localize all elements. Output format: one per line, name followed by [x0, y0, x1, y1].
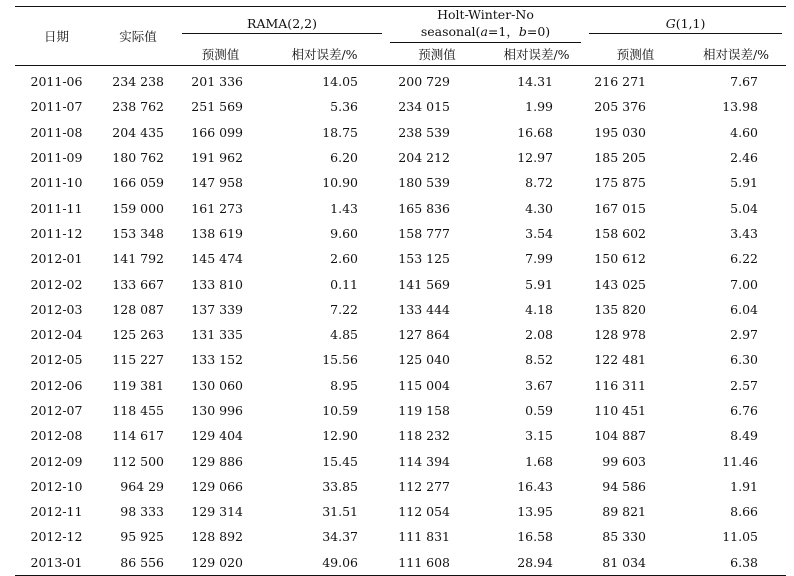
table-row [15, 448, 786, 473]
table-row [15, 423, 786, 448]
cell-holt-winter-pred: 111 608 [386, 550, 488, 576]
cell-grey-err: 6.38 [686, 550, 786, 576]
cell-actual: 153 348 [112, 225, 164, 241]
cell-date: 2011-08 [30, 124, 83, 140]
table-row [15, 195, 786, 220]
cell-actual: 234 238 [112, 74, 164, 90]
header-err-grey: 相对误差/% [686, 43, 786, 66]
cell-date: 2012-04 [30, 327, 83, 343]
cell-holt-winter-err: 5.91 [525, 276, 553, 292]
table-row [15, 246, 786, 271]
cell-date: 2012-08 [30, 428, 83, 444]
table-row [15, 271, 786, 296]
table-row [15, 373, 786, 398]
cell-holt-winter-err: 8.52 [525, 352, 553, 368]
cell-rama-pred: 145 474 [191, 251, 243, 267]
cell-actual: 128 087 [112, 301, 164, 317]
cell-rama-pred: 129 886 [191, 453, 243, 469]
cell-rama-err: 8.95 [330, 377, 358, 393]
cell-rama-err: 7.22 [330, 301, 358, 317]
cell-grey-pred: 216 271 [594, 74, 646, 90]
table-row [15, 550, 786, 576]
cell-grey-pred: 94 586 [602, 478, 646, 494]
cell-rama-pred: 251 569 [191, 99, 243, 115]
cell-grey-err: 6.04 [730, 301, 759, 317]
cell-rama-pred: 129 066 [191, 478, 243, 494]
cell-holt-winter-err: 16.68 [517, 124, 553, 140]
cell-holt-winter-err: 1.99 [525, 99, 553, 115]
header-group-grey [585, 7, 786, 44]
cell-grey-pred: 175 875 [594, 175, 646, 191]
cell-date: 2011-06 [30, 74, 83, 90]
cell-actual: 98 333 [120, 504, 164, 520]
cell-grey-pred: 143 025 [594, 276, 646, 292]
cell-date: 2012-02 [30, 276, 83, 292]
table-row [15, 94, 786, 119]
cell-rama-err: 5.36 [330, 99, 358, 115]
cell-rama-err: 33.85 [322, 478, 358, 494]
cell-grey-err: 7.67 [730, 74, 759, 90]
cell-holt-winter-pred: 141 569 [398, 276, 450, 292]
cell-grey-err: 5.04 [730, 200, 759, 216]
cell-holt-winter-pred: 112 054 [398, 504, 450, 520]
cell-grey-err: 3.43 [730, 225, 759, 241]
header-group-grey-label [589, 16, 782, 34]
cell-holt-winter-err: 2.08 [525, 327, 553, 343]
cell-holt-winter-err: 3.54 [525, 225, 553, 241]
cell-holt-winter-pred: 158 777 [398, 225, 450, 241]
cell-rama-err: 14.05 [322, 74, 358, 90]
cell-date: 2012-11 [30, 504, 83, 520]
cell-holt-winter-pred: 238 539 [398, 124, 450, 140]
cell-rama-pred: 129 404 [191, 428, 243, 444]
cell-holt-winter-pred: 111 831 [398, 529, 450, 545]
cell-grey-pred: 195 030 [594, 124, 646, 140]
cell-holt-winter-err: 3.67 [525, 377, 553, 393]
cell-rama-pred: 128 892 [191, 529, 243, 545]
table-row [15, 221, 786, 246]
cell-actual: 119 381 [112, 377, 164, 393]
cell-actual: 133 667 [112, 276, 164, 292]
cell-date: 2012-05 [30, 352, 83, 368]
grey-model-g: G [665, 16, 676, 31]
cell-rama-pred: 201 336 [191, 74, 243, 90]
cell-grey-pred: 128 978 [594, 327, 646, 343]
cell-actual: 95 925 [120, 529, 164, 545]
cell-actual: 166 059 [112, 175, 164, 191]
cell-grey-pred: 99 603 [602, 453, 646, 469]
forecast-comparison-table-wrapper [15, 6, 786, 576]
cell-grey-err: 2.57 [730, 377, 759, 393]
table-row [15, 524, 786, 549]
cell-date: 2011-07 [30, 99, 83, 115]
cell-grey-err: 2.46 [730, 150, 759, 166]
cell-rama-err: 9.60 [330, 225, 358, 241]
table-row [15, 474, 786, 499]
cell-holt-winter-pred: 125 040 [398, 352, 450, 368]
header-pred-grey: 预测值 [585, 43, 686, 66]
table-row [15, 322, 786, 347]
cell-rama-pred: 133 152 [191, 352, 243, 368]
cell-holt-winter-err: 13.95 [517, 504, 553, 520]
header-group-rama [178, 7, 386, 44]
cell-holt-winter-err: 28.94 [488, 550, 585, 576]
cell-rama-err: 49.06 [263, 550, 386, 576]
cell-rama-pred: 131 335 [191, 327, 243, 343]
cell-rama-pred: 130 060 [191, 377, 243, 393]
cell-rama-pred: 137 339 [191, 301, 243, 317]
cell-grey-err: 13.98 [722, 99, 759, 115]
cell-holt-winter-pred: 204 212 [398, 150, 450, 166]
cell-date: 2013-01 [15, 550, 98, 576]
cell-rama-pred: 129 314 [191, 504, 243, 520]
cell-grey-pred: 89 821 [602, 504, 646, 520]
cell-date: 2012-12 [30, 529, 83, 545]
cell-grey-pred: 81 034 [585, 550, 686, 576]
cell-grey-pred: 205 376 [594, 99, 646, 115]
table-row [15, 170, 786, 195]
cell-rama-pred: 147 958 [191, 175, 243, 191]
cell-actual: 112 500 [112, 453, 164, 469]
holt-winter-prefix: Holt-Winter-No seasonal( [420, 7, 534, 39]
holt-winter-param-a: a [480, 24, 488, 39]
cell-holt-winter-err: 14.31 [517, 74, 553, 90]
cell-holt-winter-pred: 119 158 [398, 403, 450, 418]
cell-holt-winter-pred: 180 539 [398, 175, 450, 191]
forecast-comparison-table [15, 6, 786, 576]
cell-date: 2012-07 [30, 403, 83, 418]
holt-winter-mid: =1， [487, 24, 519, 39]
cell-holt-winter-pred: 112 277 [398, 478, 450, 494]
cell-rama-err: 31.51 [322, 504, 358, 520]
cell-rama-err: 12.90 [322, 428, 358, 444]
cell-rama-err: 2.60 [330, 251, 358, 267]
cell-grey-pred: 122 481 [594, 352, 646, 368]
header-group-holt-winter-label [390, 7, 581, 43]
cell-rama-pred: 130 996 [191, 403, 243, 418]
holt-winter-suffix: =0) [526, 24, 551, 39]
cell-rama-pred: 191 962 [191, 150, 243, 166]
cell-holt-winter-pred: 234 015 [398, 99, 450, 115]
cell-grey-pred: 135 820 [594, 301, 646, 317]
header-group-holt-winter [386, 7, 585, 44]
cell-actual: 115 227 [112, 352, 164, 368]
cell-holt-winter-err: 12.97 [517, 150, 553, 166]
cell-actual: 204 435 [112, 124, 164, 140]
cell-date: 2011-11 [30, 200, 83, 216]
cell-date: 2012-03 [30, 301, 83, 317]
table-row [15, 297, 786, 322]
table-row [15, 398, 786, 423]
cell-holt-winter-err: 1.68 [525, 453, 553, 469]
cell-rama-err: 34.37 [322, 529, 358, 545]
cell-holt-winter-pred: 165 836 [398, 200, 450, 216]
table-body [15, 66, 786, 576]
cell-rama-pred: 133 810 [191, 276, 243, 292]
table-row [15, 120, 786, 145]
header-actual: 实际值 [98, 7, 178, 66]
cell-actual: 238 762 [112, 99, 164, 115]
cell-actual: 141 792 [112, 251, 164, 267]
table-row [15, 66, 786, 95]
cell-rama-err: 10.90 [322, 175, 358, 191]
table-header [15, 7, 786, 66]
cell-grey-err: 11.46 [722, 453, 759, 469]
cell-rama-pred: 166 099 [191, 124, 243, 140]
cell-grey-err: 2.97 [730, 327, 759, 343]
cell-grey-err: 6.76 [730, 403, 759, 418]
cell-grey-err: 11.05 [722, 529, 759, 545]
cell-date: 2011-12 [30, 225, 83, 241]
cell-rama-pred: 129 020 [178, 550, 263, 576]
cell-grey-pred: 110 451 [594, 403, 646, 418]
cell-grey-err: 5.91 [730, 175, 759, 191]
cell-grey-pred: 167 015 [594, 200, 646, 216]
cell-grey-pred: 116 311 [594, 377, 646, 393]
cell-date: 2012-01 [30, 251, 83, 267]
cell-grey-pred: 150 612 [594, 251, 646, 267]
cell-rama-err: 10.59 [322, 403, 358, 418]
cell-grey-pred: 85 330 [602, 529, 646, 545]
cell-date: 2012-06 [30, 377, 83, 393]
cell-holt-winter-pred: 153 125 [398, 251, 450, 267]
header-group-rama-label: RAMA(2,2) [182, 16, 382, 34]
holt-winter-param-b: b [518, 24, 527, 39]
cell-holt-winter-err: 3.15 [525, 428, 553, 444]
cell-actual: 86 556 [98, 550, 178, 576]
cell-grey-err: 7.00 [730, 276, 759, 292]
cell-holt-winter-err: 8.72 [525, 175, 553, 191]
grey-model-suffix: (1,1) [675, 16, 706, 31]
cell-rama-err: 15.45 [322, 453, 358, 469]
cell-holt-winter-pred: 200 729 [398, 74, 450, 90]
cell-date: 2012-10 [30, 478, 83, 494]
header-err-holt-winter: 相对误差/% [488, 43, 585, 66]
cell-holt-winter-pred: 115 004 [398, 377, 450, 393]
header-err-rama: 相对误差/% [263, 43, 386, 66]
cell-date: 2012-09 [30, 453, 83, 469]
cell-date: 2011-09 [30, 150, 83, 166]
cell-grey-err: 6.30 [730, 352, 759, 368]
cell-rama-err: 18.75 [322, 124, 358, 140]
cell-rama-err: 15.56 [322, 352, 358, 368]
cell-grey-err: 6.22 [730, 251, 759, 267]
cell-holt-winter-pred: 118 232 [398, 428, 450, 444]
table-row [15, 145, 786, 170]
cell-grey-err: 8.49 [730, 428, 759, 444]
cell-holt-winter-err: 4.30 [525, 200, 553, 216]
cell-grey-err: 4.60 [730, 124, 759, 140]
table-row [15, 499, 786, 524]
cell-rama-pred: 161 273 [191, 200, 243, 216]
cell-holt-winter-pred: 133 444 [398, 301, 450, 317]
header-pred-holt-winter: 预测值 [386, 43, 488, 66]
cell-holt-winter-err: 16.43 [517, 478, 553, 494]
cell-grey-err: 1.91 [730, 478, 759, 494]
cell-holt-winter-err: 4.18 [525, 301, 553, 317]
table-row [15, 347, 786, 372]
cell-actual: 159 000 [112, 200, 164, 216]
cell-holt-winter-pred: 127 864 [398, 327, 450, 343]
cell-grey-pred: 185 205 [594, 150, 646, 166]
cell-rama-err: 4.85 [330, 327, 358, 343]
cell-holt-winter-err: 16.58 [517, 529, 553, 545]
cell-holt-winter-err: 7.99 [525, 251, 553, 267]
cell-actual: 125 263 [112, 327, 164, 343]
cell-holt-winter-pred: 114 394 [398, 453, 450, 469]
cell-actual: 964 29 [120, 478, 164, 494]
cell-actual: 114 617 [112, 428, 164, 444]
cell-grey-pred: 158 602 [594, 225, 646, 241]
header-pred-rama: 预测值 [178, 43, 263, 66]
cell-actual: 118 455 [112, 403, 164, 418]
cell-rama-err: 6.20 [330, 150, 358, 166]
cell-holt-winter-err: 0.59 [525, 403, 553, 418]
header-date: 日期 [15, 7, 98, 66]
cell-grey-err: 8.66 [730, 504, 759, 520]
cell-date: 2011-10 [30, 175, 83, 191]
cell-grey-pred: 104 887 [594, 428, 646, 444]
cell-rama-err: 1.43 [330, 200, 358, 216]
cell-actual: 180 762 [112, 150, 164, 166]
cell-rama-err: 0.11 [330, 276, 358, 292]
cell-rama-pred: 138 619 [191, 225, 243, 241]
